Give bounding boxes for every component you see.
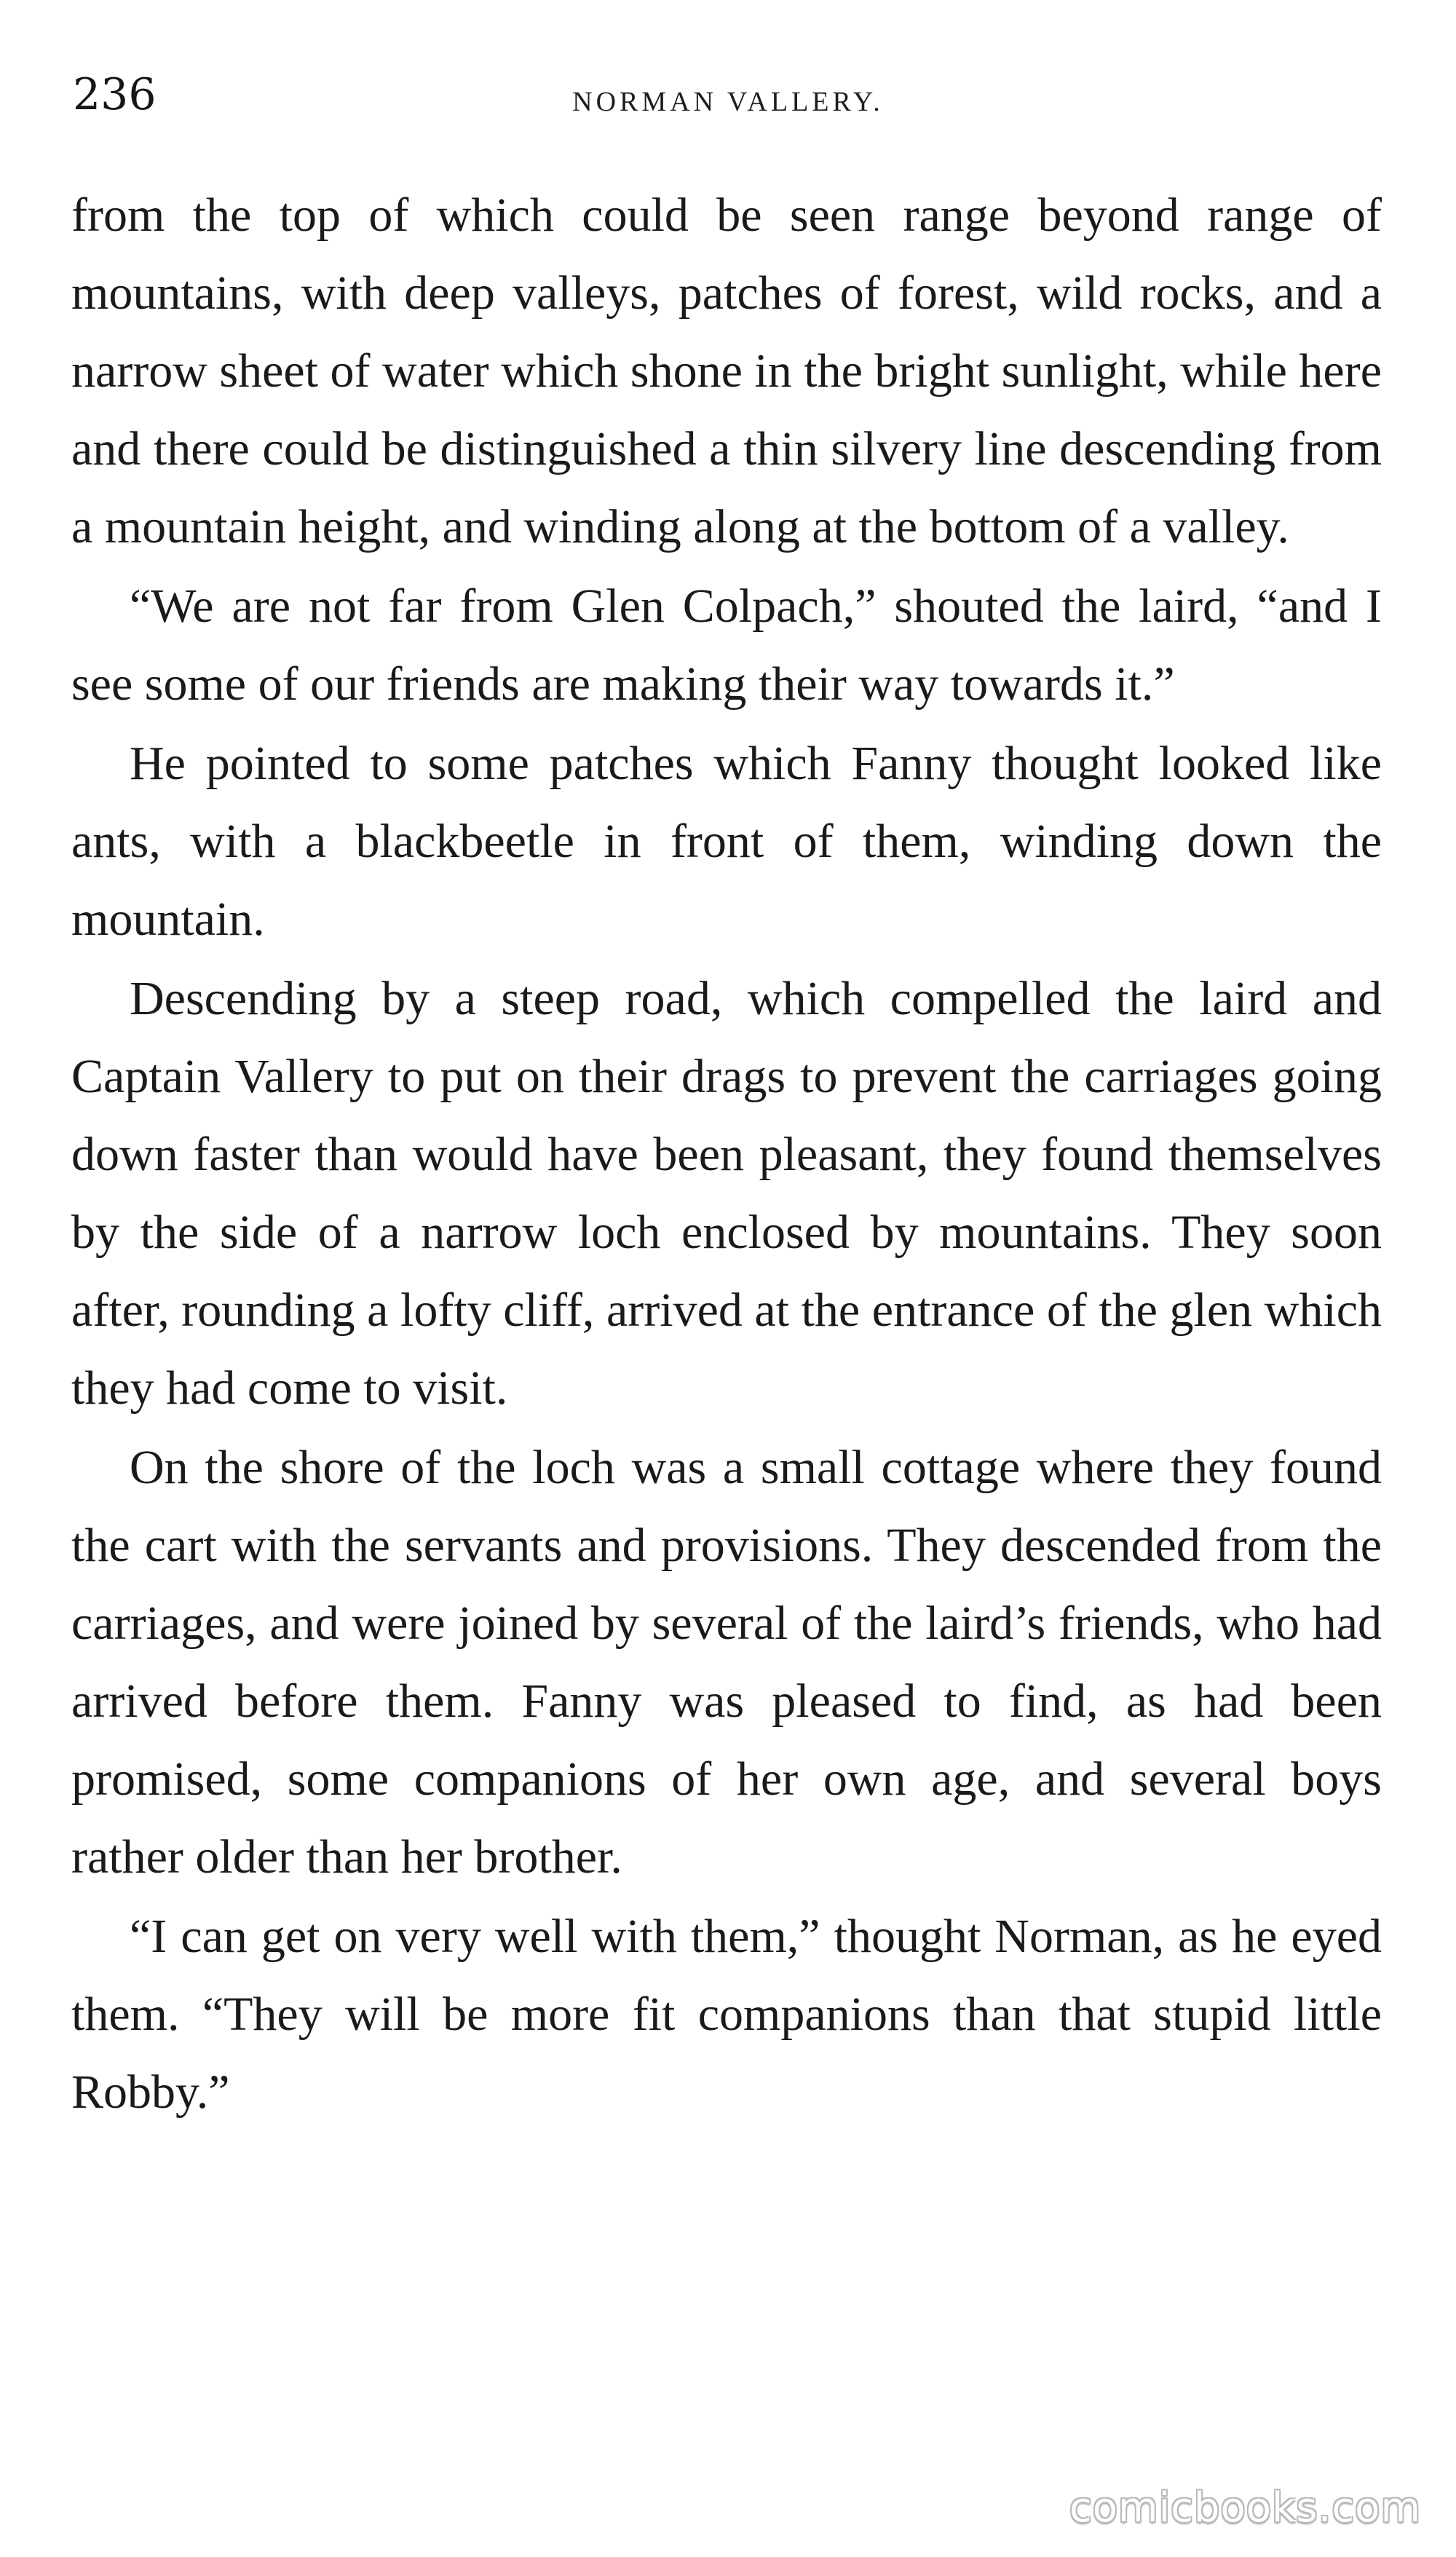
page-number: 236 — [73, 69, 157, 120]
paragraph-3: He pointed to some patches which Fanny thought looked like ants, with a blackbeetle in front of them, winding down the mountain. — [71, 737, 1382, 946]
paragraph-5: On the shore of the loch was a small cottage where they found the cart with the servants and provisions. They descended from the carriages, and were joined by several of the laird’s friends, who had arrived before them. Fanny was pleased to find, as had been promised, some companions of her own age, and several boys rather older than her brother. — [71, 1441, 1382, 1884]
paragraph-2: “We are not far from Glen Colpach,” shouted the laird, “and I see some of our friends are making their way towards it.” — [71, 580, 1382, 711]
page-body — [71, 176, 1382, 2131]
paragraph-4: Descending by a steep road, which compelled the laird and Captain Vallery to put on their drags to prevent the carriages going down faster than would have been pleasant, they found themselves by the side of a narrow loch enclosed by mountains. They soon after, rounding a lofty cliff, arrived at the entrance of the glen which they had come to visit. — [71, 972, 1382, 1415]
paragraph-1: from the top of which could be seen range beyond range of mountains, with deep valleys, patches of forest, wild rocks, and a narrow sheet of water which shone in the bright sunlight, while here and there could be distinguished a thin silvery line descending from a mountain height, and winding along at the bottom of a valley. — [71, 189, 1382, 553]
page-header — [73, 51, 1383, 138]
watermark: comicbooks.com — [1069, 2484, 1421, 2532]
running-head: NORMAN VALLERY. — [572, 87, 884, 117]
paragraph-6: “I can get on very well with them,” thought Norman, as he eyed them. “They will be more fit companions than that stupid little Robby.” — [71, 1910, 1382, 2119]
